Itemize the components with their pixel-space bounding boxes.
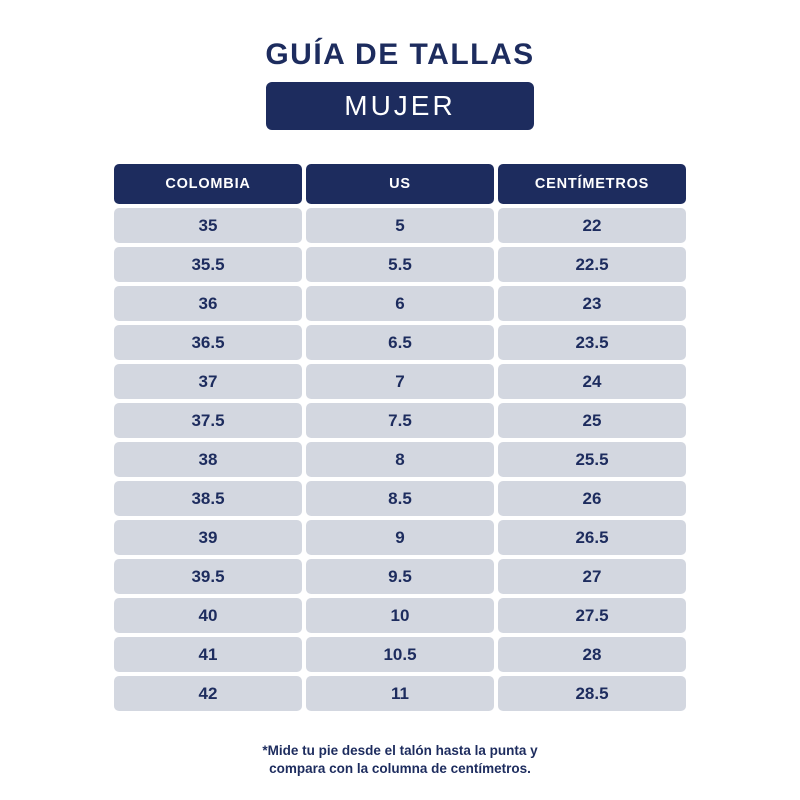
table-row xyxy=(114,442,686,477)
size-table-body xyxy=(114,208,686,711)
cell-us: 9 xyxy=(306,520,494,555)
cell-us: 8 xyxy=(306,442,494,477)
cell-colombia: 38.5 xyxy=(114,481,302,516)
cell-colombia: 35 xyxy=(114,208,302,243)
table-row xyxy=(114,403,686,438)
gender-banner xyxy=(266,82,534,130)
cell-us: 5.5 xyxy=(306,247,494,282)
cell-centimetros: 28.5 xyxy=(498,676,686,711)
table-row xyxy=(114,598,686,633)
table-row xyxy=(114,208,686,243)
column-header-centimetros: CENTÍMETROS xyxy=(498,164,686,204)
table-row xyxy=(114,247,686,282)
cell-us: 10.5 xyxy=(306,637,494,672)
cell-centimetros: 26 xyxy=(498,481,686,516)
cell-centimetros: 22.5 xyxy=(498,247,686,282)
cell-centimetros: 23.5 xyxy=(498,325,686,360)
cell-us: 7 xyxy=(306,364,494,399)
column-header-colombia: COLOMBIA xyxy=(114,164,302,204)
table-row xyxy=(114,520,686,555)
column-header-us: US xyxy=(306,164,494,204)
cell-us: 9.5 xyxy=(306,559,494,594)
table-row xyxy=(114,676,686,711)
table-row xyxy=(114,325,686,360)
footnote-line-2: compara con la columna de centímetros. xyxy=(269,760,531,776)
cell-us: 10 xyxy=(306,598,494,633)
table-row xyxy=(114,559,686,594)
cell-centimetros: 24 xyxy=(498,364,686,399)
page-title: GUÍA DE TALLAS xyxy=(265,38,535,71)
cell-colombia: 36 xyxy=(114,286,302,321)
cell-centimetros: 23 xyxy=(498,286,686,321)
table-header-row xyxy=(114,164,686,204)
cell-colombia: 35.5 xyxy=(114,247,302,282)
cell-colombia: 40 xyxy=(114,598,302,633)
cell-us: 6.5 xyxy=(306,325,494,360)
table-row xyxy=(114,481,686,516)
size-table xyxy=(110,160,690,715)
footnote xyxy=(0,742,800,778)
table-row xyxy=(114,637,686,672)
table-row xyxy=(114,364,686,399)
cell-us: 7.5 xyxy=(306,403,494,438)
cell-us: 8.5 xyxy=(306,481,494,516)
cell-us: 6 xyxy=(306,286,494,321)
cell-colombia: 41 xyxy=(114,637,302,672)
cell-us: 11 xyxy=(306,676,494,711)
cell-centimetros: 25 xyxy=(498,403,686,438)
cell-colombia: 39 xyxy=(114,520,302,555)
gender-banner-label: MUJER xyxy=(344,90,456,121)
cell-centimetros: 26.5 xyxy=(498,520,686,555)
cell-colombia: 37 xyxy=(114,364,302,399)
footnote-line-1: *Mide tu pie desde el talón hasta la punta y xyxy=(262,742,538,758)
cell-colombia: 36.5 xyxy=(114,325,302,360)
size-table-head xyxy=(114,164,686,204)
cell-centimetros: 27 xyxy=(498,559,686,594)
cell-centimetros: 28 xyxy=(498,637,686,672)
cell-colombia: 39.5 xyxy=(114,559,302,594)
cell-centimetros: 22 xyxy=(498,208,686,243)
cell-colombia: 38 xyxy=(114,442,302,477)
cell-centimetros: 25.5 xyxy=(498,442,686,477)
table-row xyxy=(114,286,686,321)
cell-colombia: 37.5 xyxy=(114,403,302,438)
cell-centimetros: 27.5 xyxy=(498,598,686,633)
cell-colombia: 42 xyxy=(114,676,302,711)
cell-us: 5 xyxy=(306,208,494,243)
